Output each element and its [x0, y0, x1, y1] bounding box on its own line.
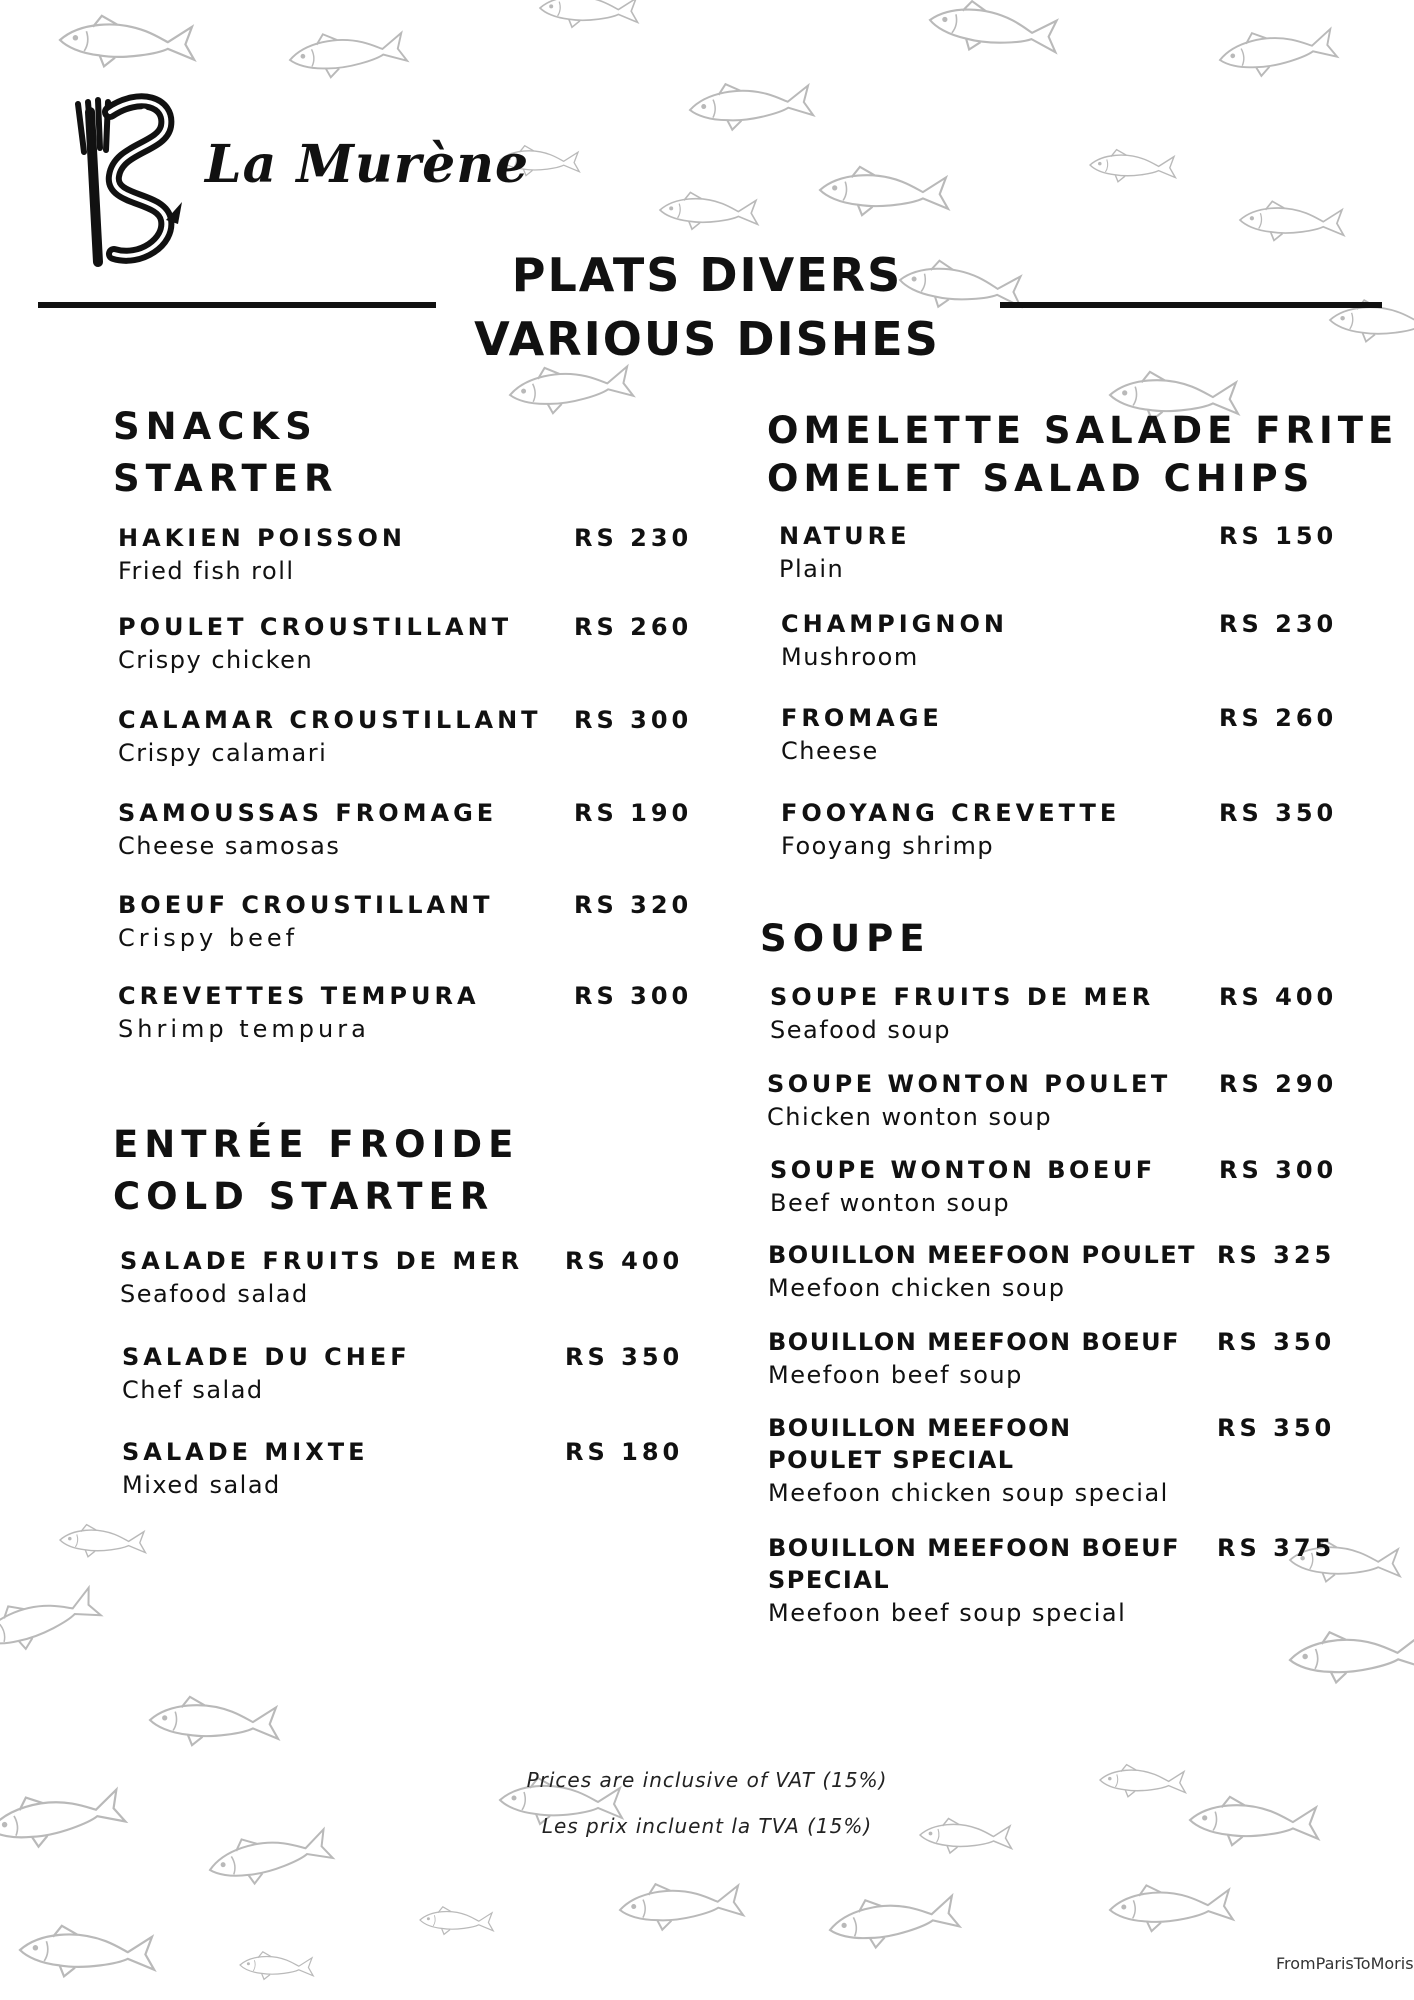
item-name: SAMOUSSAS FROMAGE	[118, 799, 498, 827]
vat-note-fr: Les prix incluent la TVA (15%)	[541, 1814, 873, 1838]
menu-item	[118, 704, 693, 770]
header-rule-right	[1000, 302, 1382, 308]
menu-item	[781, 608, 1341, 674]
item-description: Shrimp tempura	[118, 1015, 370, 1043]
menu-item	[120, 1245, 685, 1311]
item-price: RS 260	[1219, 704, 1338, 732]
item-name: SALADE FRUITS DE MER	[120, 1247, 524, 1275]
menu-item	[768, 1532, 1336, 1630]
item-description: Seafood soup	[770, 1016, 952, 1044]
item-description: Beef wonton soup	[770, 1189, 1011, 1217]
item-description: Meefoon beef soup	[768, 1361, 1023, 1389]
item-description: Chicken wonton soup	[767, 1103, 1053, 1131]
snacks-title-en: STARTER	[113, 457, 339, 500]
menu-item	[779, 520, 1339, 586]
menu-item	[118, 980, 693, 1046]
cold-starter-title-en: COLD STARTER	[113, 1175, 495, 1218]
item-name: CHAMPIGNON	[781, 610, 1008, 638]
item-price: RS 190	[574, 799, 693, 827]
item-name: HAKIEN POISSON	[118, 524, 406, 552]
item-name: FOOYANG CREVETTE	[781, 799, 1121, 827]
item-description: Meefoon beef soup special	[768, 1599, 1127, 1627]
item-name: BOUILLON MEEFOON BOEUF	[768, 1328, 1180, 1356]
item-price: RS 230	[1219, 610, 1338, 638]
vat-note-en: Prices are inclusive of VAT (15%)	[526, 1768, 888, 1792]
item-name: POULET CROUSTILLANT	[118, 613, 513, 641]
snacks-title-fr: SNACKS	[113, 405, 318, 448]
header-rule-left	[38, 302, 436, 308]
watermark-credit: FromParisToMoris	[1276, 1954, 1414, 1973]
item-name: BOEUF CROUSTILLANT	[118, 891, 494, 919]
item-price: RS 350	[565, 1343, 684, 1371]
item-description: Cheese samosas	[118, 832, 341, 860]
item-price: RS 230	[574, 524, 693, 552]
item-description: Crispy calamari	[118, 739, 328, 767]
item-price: RS 300	[574, 706, 693, 734]
menu-item	[770, 1154, 1338, 1220]
item-name: SOUPE WONTON POULET	[767, 1070, 1171, 1098]
item-description: Mixed salad	[122, 1471, 281, 1499]
item-price: RS 400	[1219, 983, 1338, 1011]
brand-logo	[70, 92, 530, 272]
item-price: RS 350	[1219, 799, 1338, 827]
eel-fork-logo-icon	[70, 92, 200, 272]
item-description: Plain	[779, 555, 845, 583]
item-price: RS 300	[574, 982, 693, 1010]
item-description: Chef salad	[122, 1376, 264, 1404]
item-description: Crispy beef	[118, 924, 299, 952]
omelette-title-en: OMELET SALAD CHIPS	[767, 457, 1315, 500]
menu-item	[118, 522, 693, 588]
item-price: RS 180	[565, 1438, 684, 1466]
menu-item	[122, 1436, 687, 1502]
item-price: RS 350	[1217, 1414, 1336, 1442]
item-price: RS 290	[1219, 1070, 1338, 1098]
item-name: NATURE	[779, 522, 911, 550]
item-price: RS 375	[1217, 1534, 1336, 1562]
menu-item	[118, 797, 693, 863]
item-price: RS 150	[1219, 522, 1338, 550]
item-price: RS 325	[1217, 1241, 1336, 1269]
menu-item	[122, 1341, 687, 1407]
item-description: Fooyang shrimp	[781, 832, 995, 860]
brand-name: La Murène	[205, 134, 530, 195]
menu-item	[118, 611, 693, 677]
item-name: CREVETTES TEMPURA	[118, 982, 480, 1010]
item-name: CALAMAR CROUSTILLANT	[118, 706, 542, 734]
soup-title: SOUPE	[760, 917, 931, 960]
item-name: SALADE MIXTE	[122, 1438, 369, 1466]
item-price: RS 260	[574, 613, 693, 641]
item-price: RS 320	[574, 891, 693, 919]
item-price: RS 350	[1217, 1328, 1336, 1356]
item-description: Crispy chicken	[118, 646, 314, 674]
item-name: FROMAGE	[781, 704, 943, 732]
item-name: BOUILLON MEEFOON POULET	[768, 1241, 1197, 1269]
item-description: Fried fish roll	[118, 557, 295, 585]
item-name: BOUILLON MEEFOON POULET SPECIAL	[768, 1414, 1072, 1474]
item-description: Meefoon chicken soup special	[768, 1479, 1169, 1507]
item-price: RS 400	[565, 1247, 684, 1275]
item-name: SALADE DU CHEF	[122, 1343, 411, 1371]
menu-item	[768, 1412, 1336, 1510]
page-title-en: VARIOUS DISHES	[474, 312, 940, 366]
menu-item	[781, 702, 1341, 768]
item-price: RS 300	[1219, 1156, 1338, 1184]
menu-item	[118, 889, 693, 955]
omelette-title-fr: OMELETTE SALADE FRITE	[767, 409, 1399, 452]
item-description: Cheese	[781, 737, 879, 765]
item-name: BOUILLON MEEFOON BOEUF SPECIAL	[768, 1534, 1180, 1594]
item-name: SOUPE FRUITS DE MER	[770, 983, 1155, 1011]
cold-starter-title-fr: ENTRÉE FROIDE	[113, 1123, 520, 1166]
menu-item	[767, 1068, 1338, 1134]
item-description: Mushroom	[781, 643, 919, 671]
item-description: Meefoon chicken soup	[768, 1274, 1066, 1302]
item-name: SOUPE WONTON BOEUF	[770, 1156, 1156, 1184]
item-description: Seafood salad	[120, 1280, 309, 1308]
menu-item	[770, 981, 1338, 1047]
page-title-fr: PLATS DIVERS	[511, 248, 903, 302]
menu-item	[781, 797, 1341, 863]
menu-item	[768, 1326, 1336, 1392]
menu-item	[768, 1239, 1336, 1305]
